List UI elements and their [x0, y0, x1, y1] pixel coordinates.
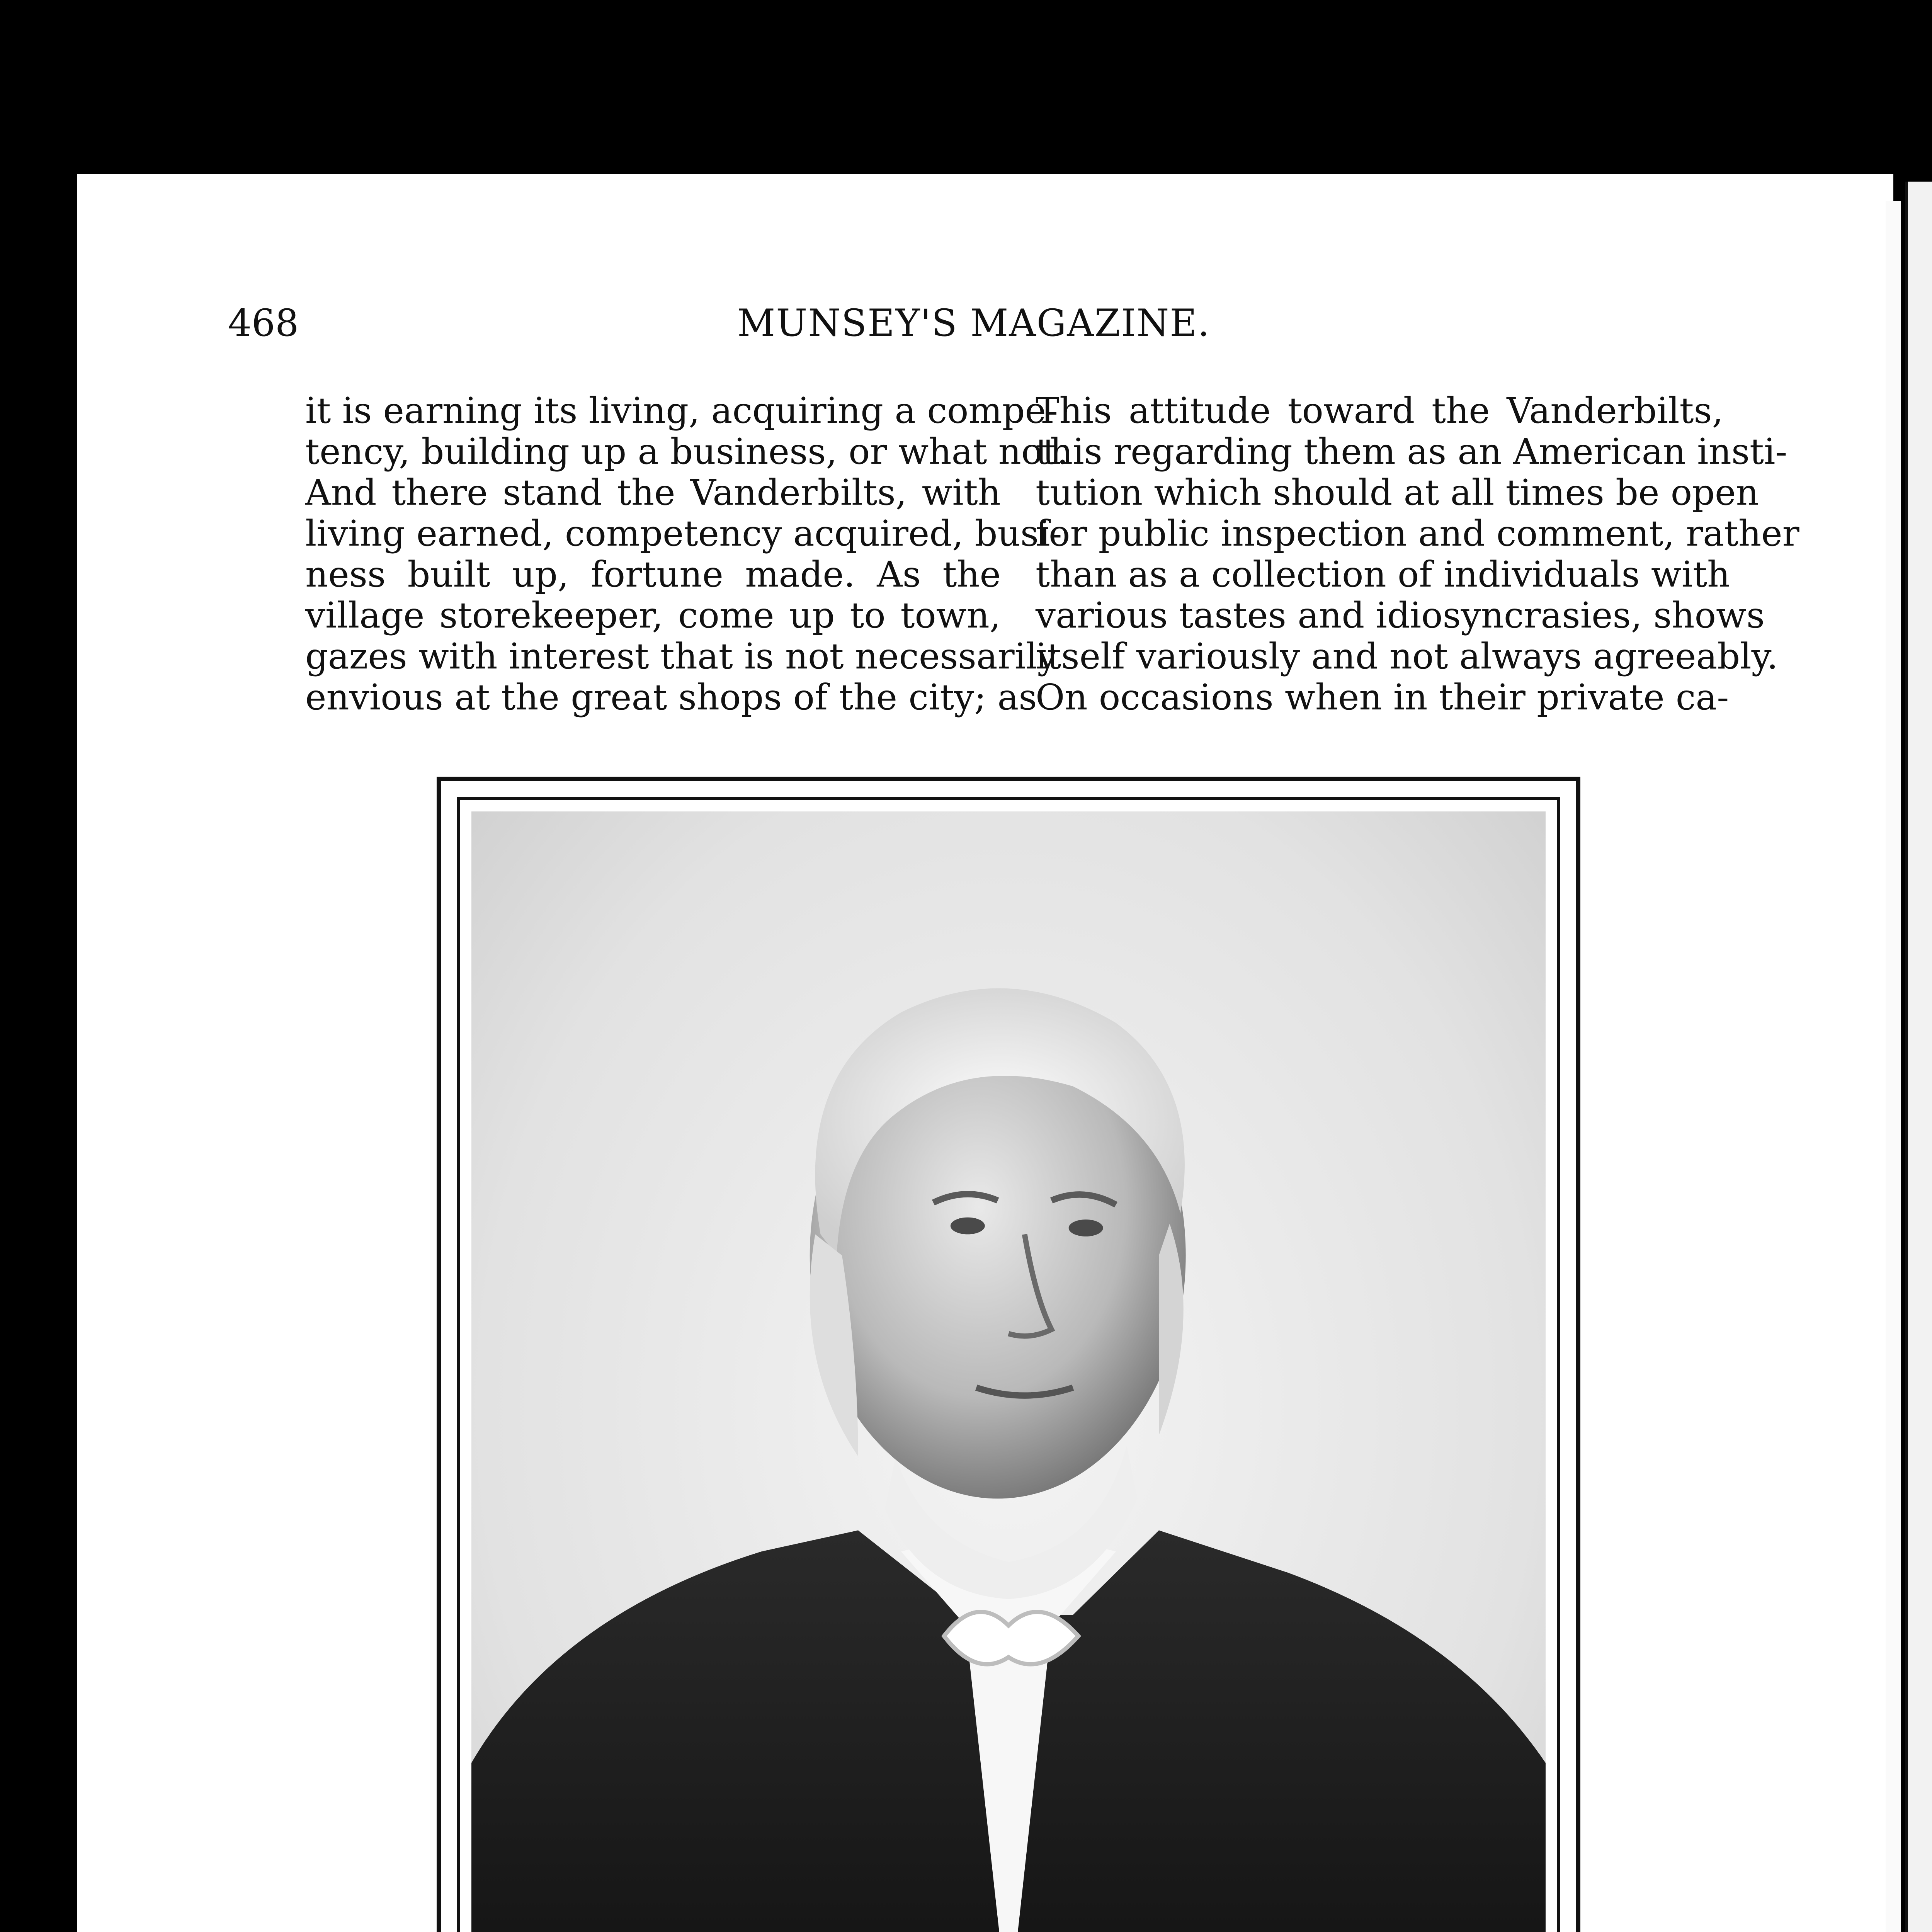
text-line: On occasions when in their private ca- — [1036, 677, 1729, 718]
text-line: living earned, competency acquired, busi- — [305, 513, 1062, 554]
running-head: MUNSEY'S MAGAZINE. — [737, 301, 1210, 345]
page-number: 468 — [228, 301, 299, 345]
column-top-left — [305, 390, 1068, 718]
text-line: it is earning its living, acquiring a compe- — [305, 390, 1058, 431]
text-line: envious at the great shops of the city; as — [305, 677, 1037, 718]
text-line: this regarding them as an American insti- — [1036, 431, 1787, 472]
text-line: tency, building up a business, or what not. — [305, 431, 1068, 472]
text-line: village storekeeper, come up to town, — [305, 595, 1001, 636]
text-line: various tastes and idiosyncrasies, shows — [1036, 595, 1765, 636]
portrait-photograph — [471, 811, 1546, 1932]
portrait-plate-frame — [437, 777, 1580, 1932]
page-edge-shadow — [1886, 201, 1901, 1932]
text-line: ness built up, fortune made. As the — [305, 554, 1001, 595]
text-line: for public inspection and comment, rather — [1036, 513, 1799, 554]
portrait-illustration — [471, 811, 1546, 1932]
portrait-plate-inner-frame — [457, 797, 1560, 1932]
text-line: itself variously and not always agreeably. — [1036, 636, 1778, 677]
text-line: And there stand the Vanderbilts, with — [305, 472, 1001, 513]
text-line: This attitude toward the Vanderbilts, — [1036, 390, 1723, 431]
column-top-right — [1036, 390, 1799, 718]
page-header — [228, 301, 1719, 355]
text-line: than as a collection of individuals with — [1036, 554, 1730, 595]
text-line: tution which should at all times be open — [1036, 472, 1759, 513]
text-line: gazes with interest that is not necessarily — [305, 636, 1058, 677]
next-page-edge — [1905, 182, 1932, 1932]
